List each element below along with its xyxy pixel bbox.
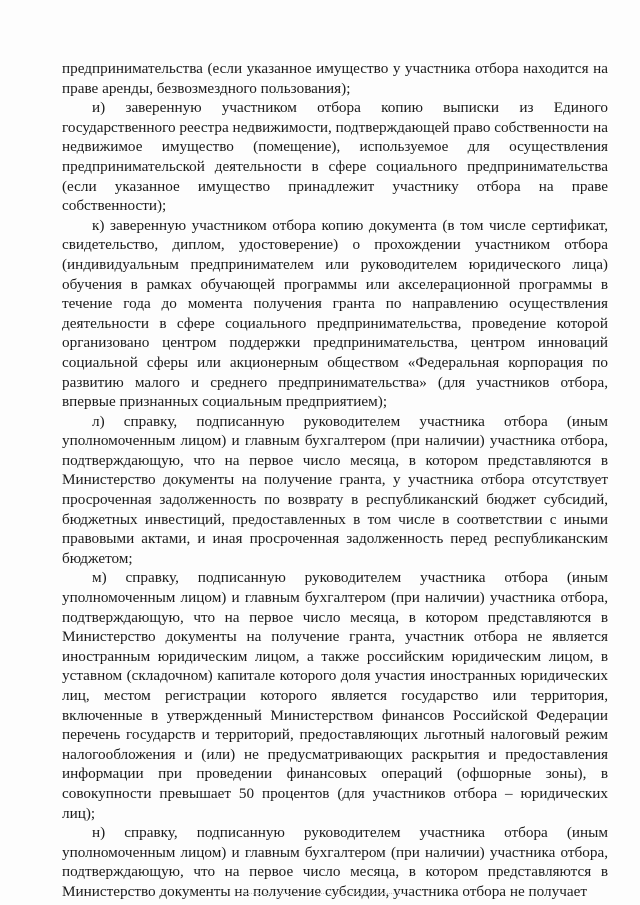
paragraph-item-m: м) справку, подписанную руководителем участника отбора (иным уполномоченным лицом) и главным бухгалтером (при наличии) участника отбора, подтверждающую, что на первое число месяца, в котором представляются в Министерство документы на получение гранта, участник отбора не является иностранным юридическим лицом, а также российским юридическим лицом, в уставном (складочном) капитале которого доля участия иностранных юридических лиц, местом регистрации которого является государство или территория, включенные в утвержденный Министерством финансов Российской Федерации перечень государств и территорий, предоставляющих льготный налоговый режим налогообложения и (или) не предусматривающих раскрытия и предоставления информации при проведении финансовых операций (офшорные зоны), в совокупности превышает 50 процентов (для участников отбора – юридических лиц); bbox=[62, 569, 608, 822]
document-body bbox=[62, 59, 608, 902]
paragraph-item-l: л) справку, подписанную руководителем участника отбора (иным уполномоченным лицом) и главным бухгалтером (при наличии) участника отбора, подтверждающую, что на первое число месяца, в котором представляются в Министерство документы на получение гранта, у участника отбора отсутствует просроченная задолженность по возврату в республиканский бюджет субсидий, бюджетных инвестиций, предоставленных в том числе в соответствии с иными правовыми актами, и иная просроченная задолженность перед республиканским бюджетом; bbox=[62, 412, 608, 567]
paragraph-continuation: предпринимательства (если указанное имущество у участника отбора находится на праве аренды, безвозмездного пользования); bbox=[62, 60, 608, 97]
paragraph-item-i: и) заверенную участником отбора копию выписки из Единого государственного реестра недвижимости, подтверждающей право собственности на недвижимое имущество (помещение), используемое для осуществления предпринимательской деятельности в сфере социального предпринимательства (если указанное имущество принадлежит участнику отбора на праве собственности); bbox=[62, 99, 608, 215]
page-bottom-artifact bbox=[240, 893, 410, 895]
paragraph-item-k: к) заверенную участником отбора копию документа (в том числе сертификат, свидетельство, диплом, удостоверение) о прохождении участником отбора (индивидуальным предпринимателем или руководителем юридического лица) обучения в рамках обучающей программы или акселерационной программы в течение года до момента получения гранта по направлению осуществления деятельности в сфере социального предпринимательства, проведение которой организовано центром поддержки предпринимательства, центром инноваций социальной сферы или акционерным обществом «Федеральная корпорация по развитию малого и среднего предпринимательства» (для участников отбора, впервые признанных социальным предприятием); bbox=[62, 216, 608, 411]
paragraph-item-n: н) справку, подписанную руководителем участника отбора (иным уполномоченным лицом) и главным бухгалтером (при наличии) участника отбора, подтверждающую, что на первое число месяца, в котором представляются в Министерство документы на получение субсидии, участника отбора не получает bbox=[62, 824, 608, 900]
